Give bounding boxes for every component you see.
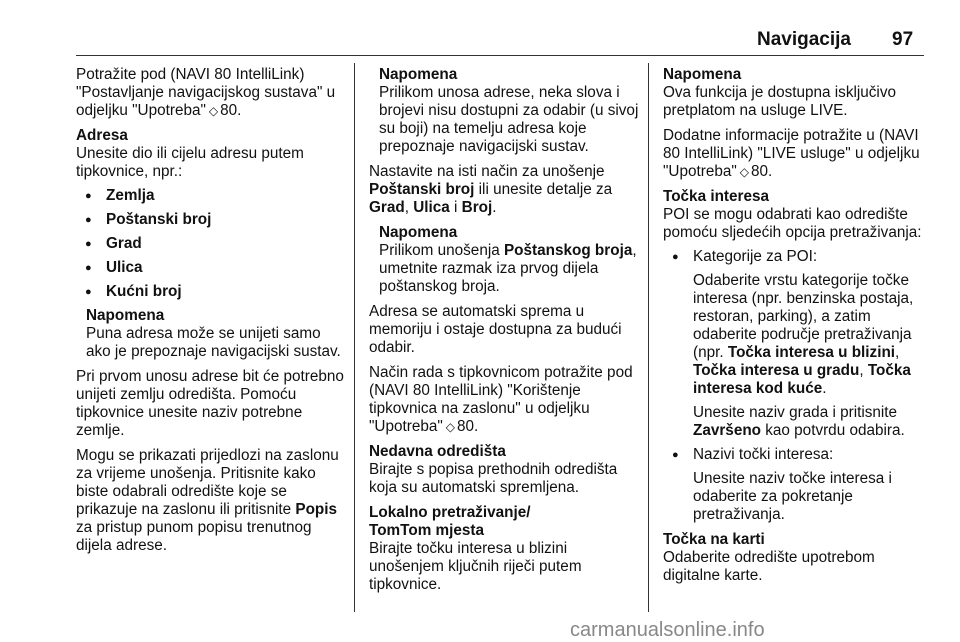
list-item: ● Kućni broj bbox=[76, 283, 344, 301]
paragraph: Mogu se prikazati prijedlozi na zaslonu za vrijeme unošenja. Pritisnite kako biste odabrali odredište koje se prikazuje na zaslonu ili pritisnite Popis za pristup punom popisu trenutnog dijela adrese. bbox=[76, 447, 339, 554]
sub-paragraph: Odaberite vrstu kategorije točke interesa (npr. benzinska postaja, restoran, parking), a zatim odaberite područje pretraživanja (npr. Točka interesa u blizini, Točka interesa u gradu, Točka interesa kod kuće. bbox=[693, 272, 914, 397]
page-header bbox=[0, 28, 960, 52]
sub-paragraph: Unesite naziv točke interesa i odaberite za pokretanje pretraživanja. bbox=[693, 470, 892, 523]
intro-paragraph: Potražite pod (NAVI 80 IntelliLink) "Postavljanje navigacijskog sustava" u odjeljku "Upotreba"◇ 80. bbox=[76, 66, 344, 120]
note-box bbox=[369, 224, 641, 296]
page-ref-icon bbox=[206, 102, 220, 119]
list-item: ● Poštanski broj bbox=[76, 211, 344, 229]
paragraph: Adresa se automatski sprema u memoriju i ostaje dostupna za budući odabir. bbox=[369, 303, 622, 356]
paragraph: Odaberite odredište upotrebom digitalne karte. bbox=[663, 549, 875, 584]
paragraph: Pri prvom unosu adrese bit će potrebno unijeti zemlju odredišta. Pomoću tipkovnice unesite naziv potrebne zemlje. bbox=[76, 368, 344, 439]
heading-tocka-na-karti: Točka na karti bbox=[663, 531, 765, 548]
column-3 bbox=[663, 66, 929, 585]
paragraph: Birajte s popisa prethodnih odredišta koja su automatski spremljena. bbox=[369, 461, 618, 496]
paragraph: Nastavite na isti način za unošenje Poštanski broj ili unesite detalje za Grad, Ulica i Broj. bbox=[369, 163, 613, 216]
column-2 bbox=[369, 66, 641, 594]
note-box bbox=[76, 307, 344, 361]
column-1 bbox=[76, 66, 344, 555]
adresa-paragraph: Unesite dio ili cijelu adresu putem tipkovnice, npr.: bbox=[76, 145, 304, 180]
list-item: ● Kategorije za POI: bbox=[663, 248, 929, 266]
paragraph: Način rada s tipkovnicom potražite pod (NAVI 80 IntelliLink) "Korištenje tipkovnica na zaslonu" u odjeljku "Upotreba"◇ 80. bbox=[369, 364, 641, 436]
list-item: ● Nazivi točki interesa: bbox=[663, 446, 929, 464]
note-title: Napomena bbox=[379, 224, 458, 241]
watermark: carmanualsonline.info bbox=[570, 619, 765, 641]
note-box bbox=[369, 66, 641, 156]
note-title: Napomena bbox=[663, 66, 742, 83]
heading-tocka-interesa: Točka interesa bbox=[663, 188, 769, 205]
note-text: Puna adresa može se unijeti samo ako je prepoznaje navigacijski sustav. bbox=[86, 325, 341, 360]
note-title: Napomena bbox=[379, 66, 458, 83]
note-title: Napomena bbox=[86, 307, 165, 324]
note-text: Dodatne informacije potražite u (NAVI 80 IntelliLink) "LIVE usluge" u odjeljku "Upotreba"◇ 80. bbox=[663, 127, 929, 181]
sub-paragraph: Unesite naziv grada i pritisnite Završeno kao potvrdu odabira. bbox=[693, 404, 905, 439]
address-fields-list bbox=[76, 187, 344, 301]
note-text: Prilikom unosa adrese, neka slova i brojevi nisu dostupni za odabir (u sivoj su boji) na temelju adresa koje prepoznaje navigacijski sustav. bbox=[379, 84, 639, 155]
page-ref-icon bbox=[737, 163, 751, 180]
list-item: ● Grad bbox=[76, 235, 344, 253]
page-ref-icon bbox=[443, 418, 457, 435]
paragraph: Birajte točku interesa u blizini unošenjem ključnih riječi putem tipkovnice. bbox=[369, 540, 582, 593]
page-number: 97 bbox=[892, 29, 914, 50]
header-divider bbox=[76, 55, 924, 56]
list-item: ● Ulica bbox=[76, 259, 344, 277]
section-title: Navigacija bbox=[757, 29, 851, 50]
paragraph: POI se mogu odabrati kao odredište pomoću sljedećih opcija pretraživanja: bbox=[663, 206, 922, 241]
heading-lokalno: Lokalno pretraživanje/ TomTom mjesta bbox=[369, 504, 531, 539]
heading-adresa: Adresa bbox=[76, 127, 128, 144]
heading-nedavna: Nedavna odredišta bbox=[369, 443, 506, 460]
column-divider-1 bbox=[354, 63, 355, 612]
column-divider-2 bbox=[648, 63, 649, 612]
note-text: Ova funkcija je dostupna isključivo pretplatom na usluge LIVE. bbox=[663, 84, 896, 119]
list-item: ● Zemlja bbox=[76, 187, 344, 205]
note-text: Prilikom unošenja Poštanskog broja, umetnite razmak iza prvog dijela poštanskog broja. bbox=[379, 242, 637, 295]
